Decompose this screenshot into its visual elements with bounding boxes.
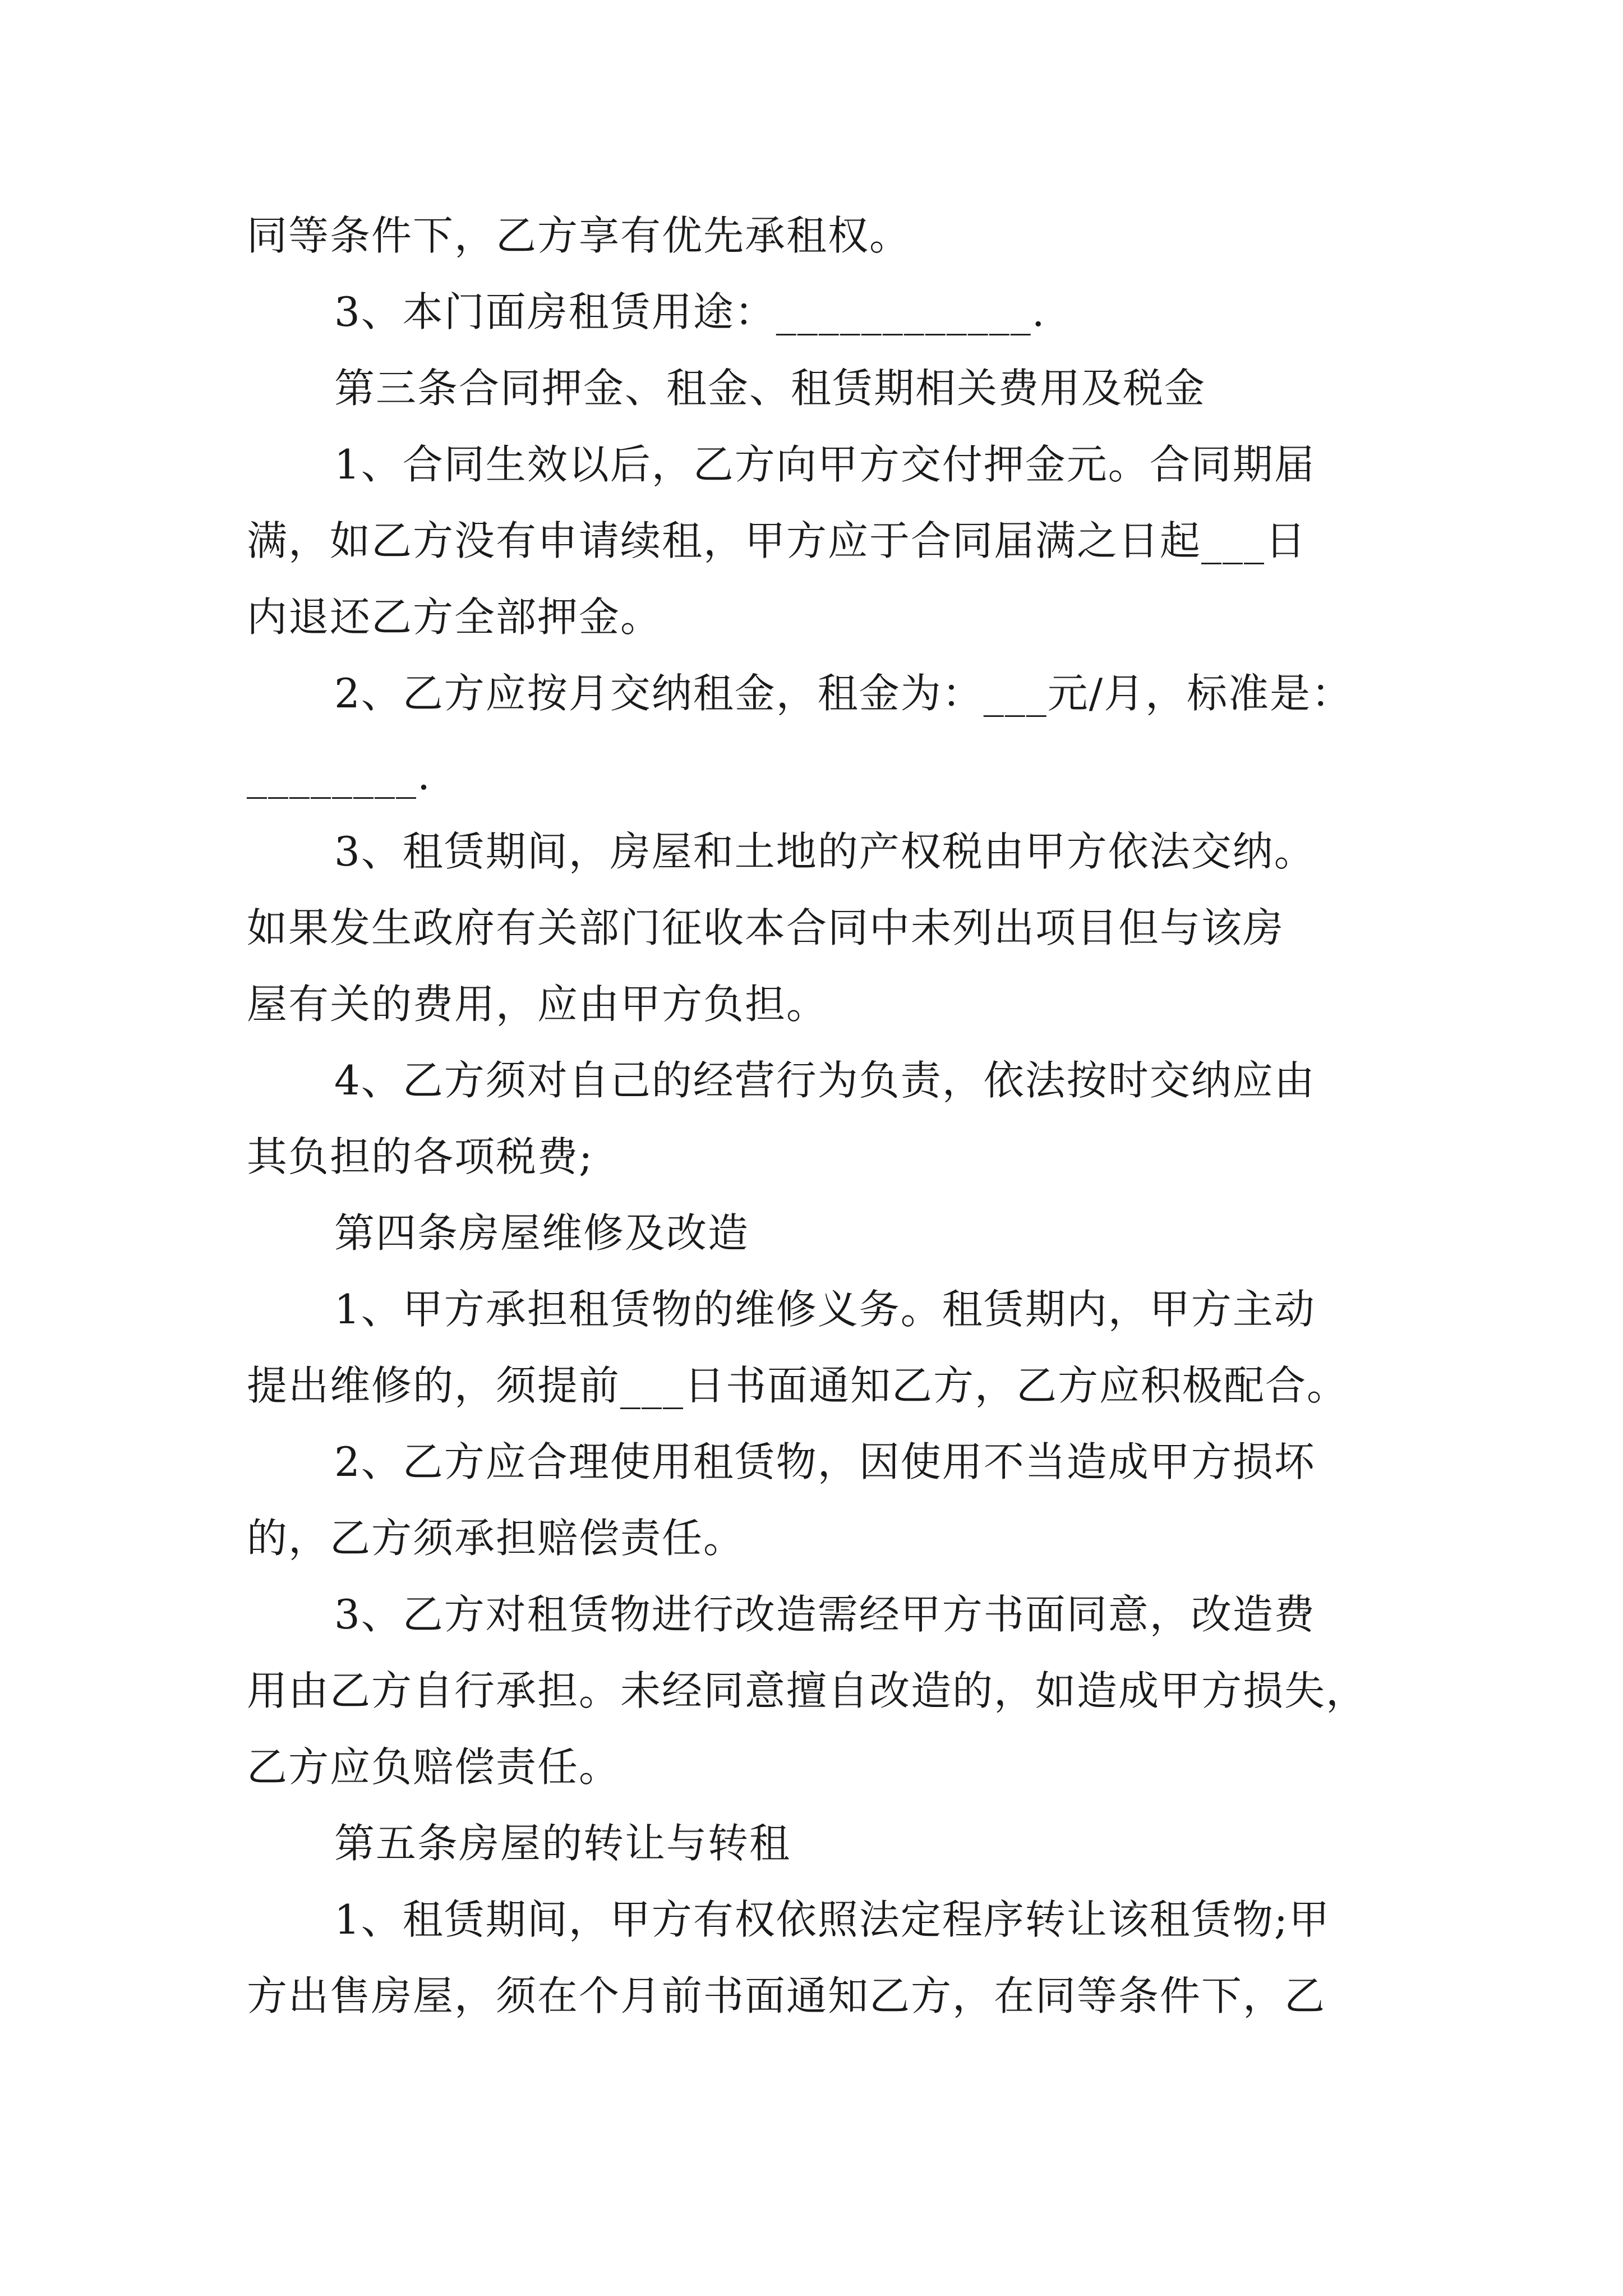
text-line-12: 4、乙方须对自己的经营行为负责，依法按时交纳应由	[334, 1057, 1316, 1104]
text-line-1: 同等条件下，乙方享有优先承租权。	[247, 212, 911, 259]
text-line-11: 屋有关的费用，应由甲方负担。	[247, 981, 828, 1028]
text-line-17: 2、乙方应合理使用租赁物，因使用不当造成甲方损坏	[334, 1438, 1316, 1485]
article-3-heading: 第三条合同押金、租金、租赁期相关费用及税金	[334, 365, 1206, 412]
text-line-20: 用由乙方自行承担。未经同意擅自改造的，如造成甲方损失，	[247, 1667, 1368, 1714]
text-line-5: 满，如乙方没有申请续租，甲方应于合同届满之日起___日	[247, 517, 1307, 564]
text-line-19: 3、乙方对租赁物进行改造需经甲方书面同意，改造费	[334, 1591, 1316, 1638]
text-line-24: 方出售房屋，须在个月前书面通知乙方，在同等条件下，乙	[247, 1972, 1326, 2019]
text-line-7: 2、乙方应按月交纳租金，租金为：___元/月，标准是：	[334, 670, 1353, 717]
text-line-8: ________.	[247, 752, 431, 799]
article-5-heading: 第五条房屋的转让与转租	[334, 1820, 791, 1867]
text-line-21: 乙方应负赔偿责任。	[247, 1743, 621, 1791]
text-line-2: 3、本门面房租赁用途：____________.	[334, 288, 1046, 335]
text-line-16: 提出维修的，须提前___日书面通知乙方，乙方应积极配合。	[247, 1362, 1349, 1409]
text-line-4: 1、合同生效以后，乙方向甲方交付押金元。合同期届	[334, 441, 1316, 488]
text-line-15: 1、甲方承担租赁物的维修义务。租赁期内，甲方主动	[334, 1286, 1316, 1333]
text-line-23: 1、租赁期间，甲方有权依照法定程序转让该租赁物;甲	[334, 1896, 1331, 1943]
text-line-13: 其负担的各项税费;	[247, 1133, 594, 1180]
text-line-10: 如果发生政府有关部门征收本合同中未列出项目但与该房	[247, 904, 1285, 951]
article-4-heading: 第四条房屋维修及改造	[334, 1209, 750, 1257]
text-line-6: 内退还乙方全部押金。	[247, 593, 662, 641]
text-line-9: 3、租赁期间，房屋和土地的产权税由甲方依法交纳。	[334, 828, 1316, 875]
text-line-18: 的，乙方须承担赔偿责任。	[247, 1515, 745, 1562]
